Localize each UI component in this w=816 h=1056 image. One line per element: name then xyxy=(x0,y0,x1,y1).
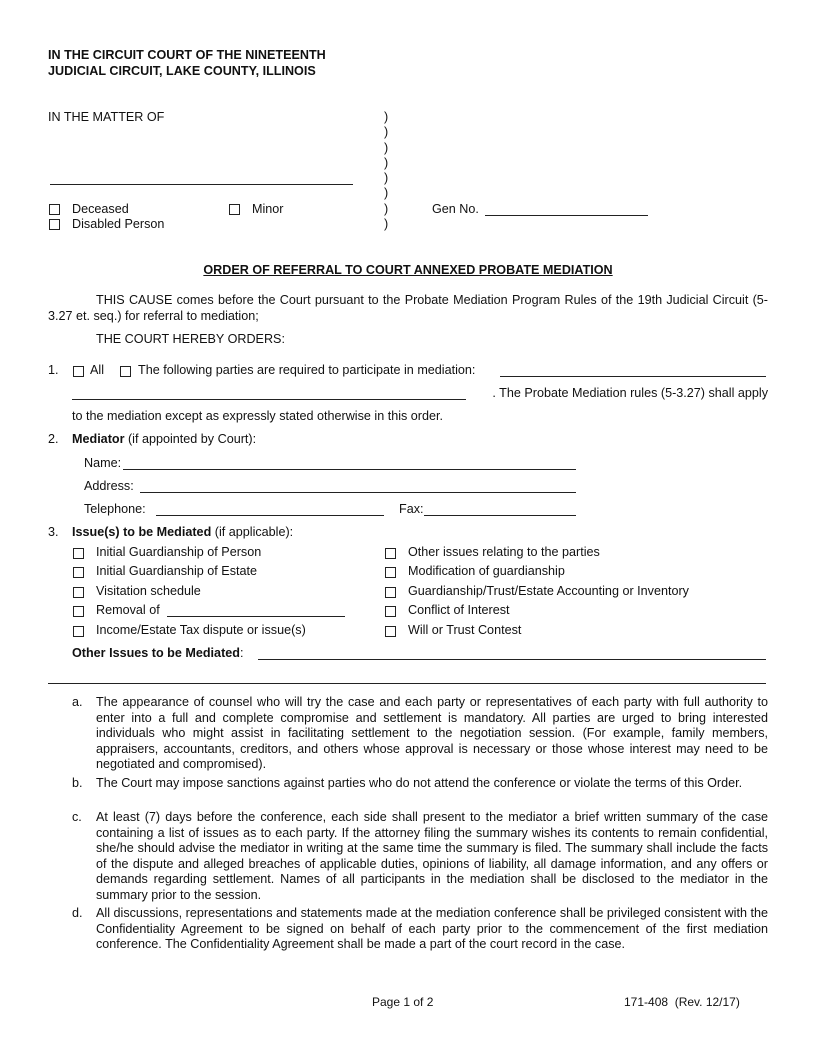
disabled-person-checkbox[interactable] xyxy=(49,219,60,230)
deceased-label: Deceased xyxy=(72,202,129,216)
issue-label: Initial Guardianship of Person xyxy=(96,545,262,559)
gen-no-label: Gen No. xyxy=(432,202,479,216)
court-name-line1: IN THE CIRCUIT COURT OF THE NINETEENTH xyxy=(48,48,326,62)
clause-d-letter: d. xyxy=(72,906,83,920)
mediator-fax-field[interactable] xyxy=(424,515,576,516)
issue-checkbox[interactable] xyxy=(385,567,396,578)
mediator-telephone-field[interactable] xyxy=(156,515,384,516)
rules-apply-text: . The Probate Mediation rules (5-3.27) shall apply xyxy=(492,386,768,400)
all-parties-checkbox[interactable] xyxy=(73,366,84,377)
mediator-label: Mediator xyxy=(72,432,125,446)
document-title: ORDER OF REFERRAL TO COURT ANNEXED PROBATE MEDIATION xyxy=(203,263,613,277)
issue-label: Conflict of Interest xyxy=(408,603,510,617)
gen-no-field[interactable] xyxy=(485,215,648,216)
issue-label: Other issues relating to the parties xyxy=(408,545,600,559)
clause-c-text: At least (7) days before the conference, each side shall present to the mediator a brief written summary of the case containing a list of issues as to each party. If the attorney filing the summary wishes its contents to remain confidential, she/he should advise the mediator in writing at the same time the summary is filed. The summary shall include the facts of the dispute and alleged breaches of applicable duties, opinions of liability, all damage information, and any offers or demands regarding settlement. Names of all participants in the mediation shall be disclosed to the mediator in the summary prior to the session. xyxy=(96,810,768,902)
item-3-number: 3. xyxy=(48,525,59,539)
issue-checkbox[interactable] xyxy=(73,567,84,578)
clause-b-text: The Court may impose sanctions against parties who do not attend the conference or violate the terms of this Order. xyxy=(96,776,743,790)
rules-apply-continuation: to the mediation except as expressly stated otherwise in this order. xyxy=(72,409,444,423)
issue-checkbox[interactable] xyxy=(73,587,84,598)
form-number: 171-408 (Rev. 12/17) xyxy=(624,995,740,1009)
all-parties-label: All xyxy=(90,363,104,377)
mediator-address-label: Address: xyxy=(84,479,134,493)
parties-field-line1[interactable] xyxy=(500,376,766,377)
issues-label: Issue(s) to be Mediated xyxy=(72,525,212,539)
clause-c-letter: c. xyxy=(72,810,82,824)
mediator-name-label: Name: xyxy=(84,456,122,470)
issue-checkbox[interactable] xyxy=(385,626,396,637)
parties-field-line2[interactable] xyxy=(72,399,466,400)
other-issues-field-line2[interactable] xyxy=(48,683,766,684)
in-the-matter-label: IN THE MATTER OF xyxy=(48,110,165,124)
other-issues-colon: : xyxy=(239,646,244,660)
clause-b-letter: b. xyxy=(72,776,83,790)
mediator-note: (if appointed by Court): xyxy=(127,432,257,446)
mediator-address-field[interactable] xyxy=(140,492,576,493)
page-number: Page 1 of 2 xyxy=(372,995,434,1009)
issue-label: Will or Trust Contest xyxy=(408,623,522,637)
clause-a-text: The appearance of counsel who will try the case and each party or representatives of each party with full authority to enter into a full and complete compromise and settlement is mandatory. All parties are urged to bring interested individuals who might assist in facilitating settlement to the negotiation session. (For example, family members, appraisers, accountants, creditors, and others whose approval is necessary or those whose interest may need to be negotiated and compromised). xyxy=(96,695,768,772)
issue-label: Initial Guardianship of Estate xyxy=(96,564,258,578)
mediator-fax-label: Fax: xyxy=(399,502,424,516)
other-issues-label: Other Issues to be Mediated xyxy=(72,646,240,660)
issue-label: Guardianship/Trust/Estate Accounting or Inventory xyxy=(408,584,689,598)
minor-checkbox[interactable] xyxy=(229,204,240,215)
intro-paragraph: THIS CAUSE comes before the Court pursuant to the Probate Mediation Program Rules of the 19th Judicial Circuit (5-3.27 et. seq.) for referral to mediation; xyxy=(48,293,768,323)
issue-label: Visitation schedule xyxy=(96,584,201,598)
clause-d-text: All discussions, representations and statements made at the mediation conference shall be privileged consistent with the Confidentiality Agreement to be signed on behalf of each party prior to the commencement of the first mediation conference. The Confidentiality Agreement shall be made a part of the court record in the case. xyxy=(96,906,768,952)
deceased-checkbox[interactable] xyxy=(49,204,60,215)
issue-checkbox[interactable] xyxy=(73,606,84,617)
following-parties-checkbox[interactable] xyxy=(120,366,131,377)
issues-heading xyxy=(72,525,293,539)
mediator-telephone-label: Telephone: xyxy=(84,502,146,516)
issue-label: Removal of xyxy=(96,603,160,617)
mediator-name-field[interactable] xyxy=(123,469,576,470)
clause-a-letter: a. xyxy=(72,695,83,709)
minor-label: Minor xyxy=(252,202,284,216)
mediator-heading xyxy=(72,432,256,446)
issue-checkbox[interactable] xyxy=(73,626,84,637)
issue-label: Income/Estate Tax dispute or issue(s) xyxy=(96,623,306,637)
removal-of-field[interactable] xyxy=(167,616,345,617)
other-issues-heading xyxy=(72,646,243,660)
matter-name-field[interactable] xyxy=(50,184,353,185)
court-orders-heading: THE COURT HEREBY ORDERS: xyxy=(96,332,285,346)
court-name-line2: JUDICIAL CIRCUIT, LAKE COUNTY, ILLINOIS xyxy=(48,64,316,78)
issues-note: (if applicable): xyxy=(214,525,294,539)
disabled-person-label: Disabled Person xyxy=(72,217,165,231)
issue-checkbox[interactable] xyxy=(385,548,396,559)
item-1-number: 1. xyxy=(48,363,59,377)
issue-checkbox[interactable] xyxy=(385,587,396,598)
other-issues-field-line1[interactable] xyxy=(258,659,766,660)
following-parties-label: The following parties are required to participate in mediation: xyxy=(138,363,476,377)
issue-checkbox[interactable] xyxy=(73,548,84,559)
issue-checkbox[interactable] xyxy=(385,606,396,617)
issue-label: Modification of guardianship xyxy=(408,564,565,578)
caption-parentheses: ) ) ) ) ) ) ) ) xyxy=(384,110,389,232)
item-2-number: 2. xyxy=(48,432,59,446)
